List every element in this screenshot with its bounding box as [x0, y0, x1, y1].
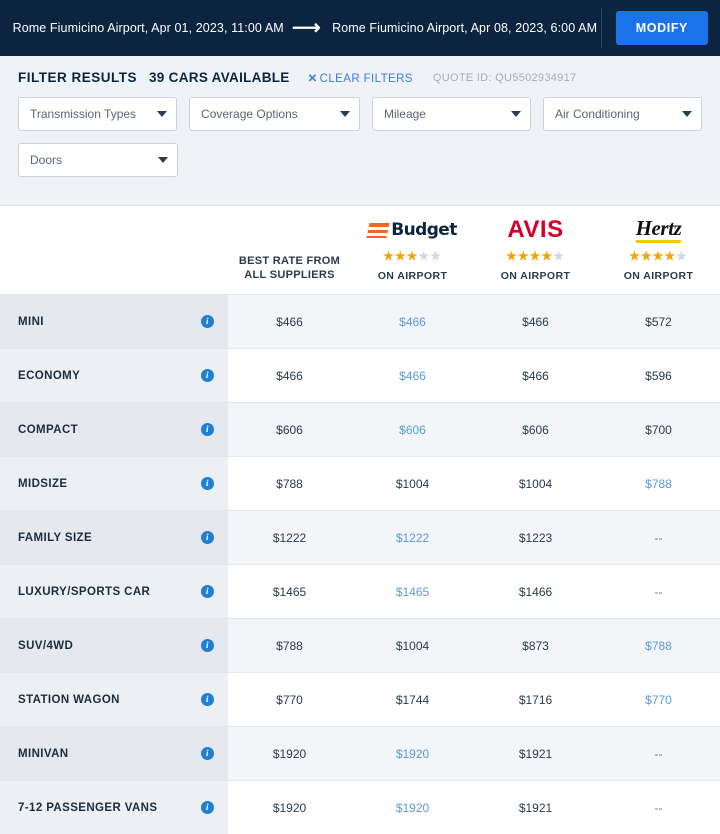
info-icon[interactable]: i [201, 315, 214, 328]
avis-price[interactable]: $1921 [474, 781, 597, 834]
avis-price[interactable]: $1921 [474, 727, 597, 781]
table-row [0, 295, 720, 349]
avis-logo [480, 216, 591, 244]
filter-coverage-options[interactable] [189, 97, 360, 131]
avis-wordmark: AVIS [507, 216, 564, 243]
info-icon[interactable]: i [201, 369, 214, 382]
car-type-cell [0, 511, 228, 565]
header-supplier-budget[interactable] [351, 206, 474, 295]
budget-price[interactable]: $1465 [351, 565, 474, 619]
avis-price[interactable]: $1004 [474, 457, 597, 511]
filter-doors-label: Doors [30, 153, 63, 167]
header-best-rate [228, 206, 351, 295]
filter-doors[interactable] [18, 143, 178, 177]
car-type-cell [0, 349, 228, 403]
chevron-down-icon [158, 157, 168, 163]
chevron-down-icon [340, 111, 350, 117]
car-type-label: STATION WAGON [18, 693, 120, 706]
clear-filters-button[interactable] [308, 71, 413, 85]
best-rate-price[interactable]: $1465 [228, 565, 351, 619]
hertz-price: -- [597, 781, 720, 834]
hertz-price[interactable]: $788 [597, 457, 720, 511]
avis-price[interactable]: $606 [474, 403, 597, 457]
car-type-label: MIDSIZE [18, 477, 68, 490]
table-row [0, 457, 720, 511]
best-rate-price[interactable]: $1222 [228, 511, 351, 565]
table-row [0, 781, 720, 834]
header-supplier-hertz[interactable] [597, 206, 720, 295]
car-type-cell [0, 403, 228, 457]
table-row [0, 565, 720, 619]
modify-search-button[interactable]: MODIFY [616, 11, 708, 45]
best-rate-line1: BEST RATE FROM [238, 255, 341, 267]
best-rate-price[interactable]: $1920 [228, 727, 351, 781]
header-supplier-avis[interactable] [474, 206, 597, 295]
avis-price[interactable]: $1716 [474, 673, 597, 727]
car-type-label: MINIVAN [18, 747, 69, 760]
filter-transmission-types-label: Transmission Types [30, 107, 137, 121]
budget-price[interactable]: $1744 [351, 673, 474, 727]
table-row [0, 403, 720, 457]
budget-price[interactable]: $1920 [351, 781, 474, 834]
table-row [0, 349, 720, 403]
hertz-logo [603, 216, 714, 244]
arrow-right-icon: ⟶ [292, 17, 321, 39]
avis-price[interactable]: $466 [474, 295, 597, 349]
chevron-down-icon [157, 111, 167, 117]
table-row [0, 619, 720, 673]
info-icon[interactable]: i [201, 693, 214, 706]
vertical-divider [601, 8, 602, 48]
avis-price[interactable]: $873 [474, 619, 597, 673]
car-type-label: COMPACT [18, 423, 79, 436]
avis-location-label: ON AIRPORT [500, 270, 571, 282]
clear-filters-label: CLEAR FILTERS [319, 72, 413, 85]
hertz-price: -- [597, 727, 720, 781]
best-rate-price[interactable]: $466 [228, 349, 351, 403]
info-icon[interactable]: i [201, 639, 214, 652]
info-icon[interactable]: i [201, 585, 214, 598]
best-rate-price[interactable]: $1920 [228, 781, 351, 834]
budget-location-label: ON AIRPORT [377, 270, 448, 282]
info-icon[interactable]: i [201, 423, 214, 436]
filter-results-label: FILTER RESULTS [18, 70, 137, 85]
best-rate-line2: ALL SUPPLIERS [244, 269, 335, 281]
info-icon[interactable]: i [201, 477, 214, 490]
best-rate-price[interactable]: $770 [228, 673, 351, 727]
info-icon[interactable]: i [201, 801, 214, 814]
filter-mileage[interactable] [372, 97, 531, 131]
avis-price[interactable]: $1466 [474, 565, 597, 619]
best-rate-price[interactable]: $788 [228, 457, 351, 511]
budget-logo: Budget [357, 216, 468, 244]
avis-price[interactable]: $1223 [474, 511, 597, 565]
car-type-cell [0, 565, 228, 619]
best-rate-price[interactable]: $788 [228, 619, 351, 673]
car-type-cell [0, 781, 228, 834]
filter-panel [0, 56, 720, 206]
info-icon[interactable]: i [201, 531, 214, 544]
car-type-cell [0, 673, 228, 727]
table-header-row [0, 206, 720, 295]
filter-mileage-label: Mileage [383, 107, 426, 121]
hertz-price: -- [597, 511, 720, 565]
hertz-price[interactable]: $596 [597, 349, 720, 403]
hertz-price[interactable]: $770 [597, 673, 720, 727]
car-type-label: ECONOMY [18, 369, 81, 382]
budget-price[interactable]: $1004 [351, 457, 474, 511]
filter-air-conditioning[interactable] [543, 97, 702, 131]
table-row [0, 673, 720, 727]
cars-available-count: 39 CARS AVAILABLE [149, 70, 290, 85]
search-summary-bar [0, 0, 720, 56]
budget-price[interactable]: $1222 [351, 511, 474, 565]
best-rate-price[interactable]: $606 [228, 403, 351, 457]
filter-dropdown-row-2 [18, 143, 702, 177]
close-x-icon: ✕ [307, 72, 318, 85]
avis-price[interactable]: $466 [474, 349, 597, 403]
budget-price[interactable]: $466 [351, 349, 474, 403]
budget-price[interactable]: $1920 [351, 727, 474, 781]
car-type-label: FAMILY SIZE [18, 531, 93, 544]
filter-air-conditioning-label: Air Conditioning [554, 107, 640, 121]
table-row [0, 727, 720, 781]
car-type-label: 7-12 PASSENGER VANS [18, 801, 158, 814]
header-blank-cell [0, 206, 228, 295]
car-type-label: SUV/4WD [18, 639, 74, 652]
hertz-wordmark: Hertz [636, 217, 682, 243]
chevron-down-icon [682, 111, 692, 117]
budget-price[interactable]: $466 [351, 295, 474, 349]
hertz-location-label: ON AIRPORT [623, 270, 694, 282]
price-matrix-body [0, 295, 720, 834]
pickup-summary[interactable]: Rome Fiumicino Airport, Apr 01, 2023, 11:00 AM [12, 21, 284, 35]
car-type-label: MINI [18, 315, 44, 328]
hertz-price: -- [597, 565, 720, 619]
car-type-cell [0, 619, 228, 673]
table-row [0, 511, 720, 565]
chevron-down-icon [511, 111, 521, 117]
best-rate-price[interactable]: $466 [228, 295, 351, 349]
budget-price[interactable]: $606 [351, 403, 474, 457]
dropoff-summary[interactable]: Rome Fiumicino Airport, Apr 08, 2023, 6:00 AM [332, 21, 598, 35]
quote-id-label: QUOTE ID: QU5502934917 [432, 71, 577, 84]
budget-price[interactable]: $1004 [351, 619, 474, 673]
car-type-label: LUXURY/SPORTS CAR [18, 585, 151, 598]
price-matrix-table [0, 206, 720, 834]
avis-star-rating: ★★★★★ [506, 249, 565, 263]
info-icon[interactable]: i [201, 747, 214, 760]
filter-coverage-options-label: Coverage Options [201, 107, 298, 121]
filter-transmission-types[interactable] [18, 97, 177, 131]
filter-dropdown-row-1 [18, 97, 702, 131]
filter-header [18, 70, 702, 85]
car-type-cell [0, 457, 228, 511]
hertz-price[interactable]: $700 [597, 403, 720, 457]
hertz-price[interactable]: $572 [597, 295, 720, 349]
car-type-cell [0, 295, 228, 349]
hertz-price[interactable]: $788 [597, 619, 720, 673]
budget-star-rating: ★★★★★ [383, 249, 442, 263]
hertz-star-rating: ★★★★★ [629, 249, 688, 263]
car-type-cell [0, 727, 228, 781]
